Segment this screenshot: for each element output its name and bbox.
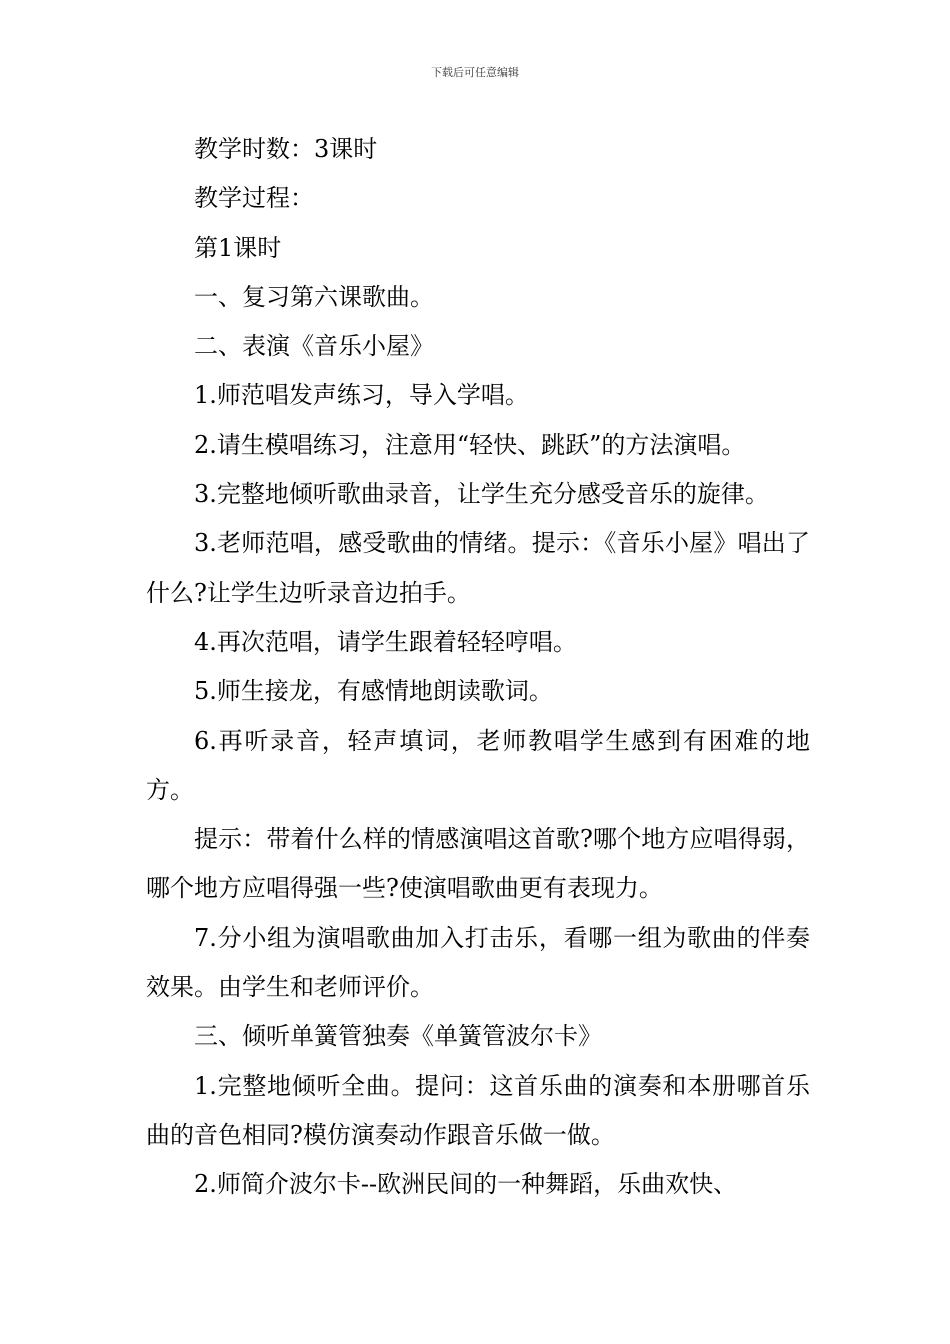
paragraph-step: 3.老师范唱，感受歌曲的情绪。提示：《音乐小屋》唱出了什么?让学生边听录音边拍手。	[146, 529, 810, 607]
paragraph-step: 2.师简介波尔卡--欧洲民间的一种舞蹈，乐曲欢快、	[194, 1170, 738, 1199]
paragraph-hint: 提示：带着什么样的情感演唱这首歌?哪个地方应唱得弱，哪个地方应唱得强一些?使演唱歌曲更有表现力。	[146, 825, 810, 903]
paragraph-step: 2.请生模唱练习，注意用“轻快、跳跃”的方法演唱。	[194, 430, 746, 459]
paragraph-step: 7.分小组为演唱歌曲加入打击乐，看哪一组为歌曲的伴奏效果。由学生和老师评价。	[146, 923, 810, 1002]
paragraph-lesson-1: 第1课时	[194, 233, 282, 262]
paragraph-step: 5.师生接龙，有感情地朗读歌词。	[194, 677, 553, 706]
paragraph-step: 4.再次范唱，请学生跟着轻轻哼唱。	[194, 627, 577, 656]
page-header: 下载后可任意编辑	[431, 66, 519, 79]
paragraph-step: 6.再听录音，轻声填词，老师教唱学生感到有困难的地方。	[146, 726, 810, 804]
paragraph-section-1: 一、复习第六课歌曲。	[194, 282, 434, 311]
paragraph-teaching-process: 教学过程：	[194, 184, 314, 213]
paragraph-step: 1.师范唱发声练习，导入学唱。	[194, 381, 529, 410]
paragraph-section-2: 二、表演《音乐小屋》	[194, 332, 434, 361]
document-body	[146, 125, 810, 1210]
paragraph-teaching-hours: 教学时数：3课时	[194, 135, 378, 163]
paragraph-step: 1.完整地倾听全曲。提问：这首乐曲的演奏和本册哪首乐曲的音色相同?模仿演奏动作跟音乐做一做。	[146, 1071, 810, 1149]
paragraph-step: 3.完整地倾听歌曲录音，让学生充分感受音乐的旋律。	[194, 480, 769, 509]
paragraph-section-3: 三、倾听单簧管独奏《单簧管波尔卡》	[194, 1022, 602, 1051]
